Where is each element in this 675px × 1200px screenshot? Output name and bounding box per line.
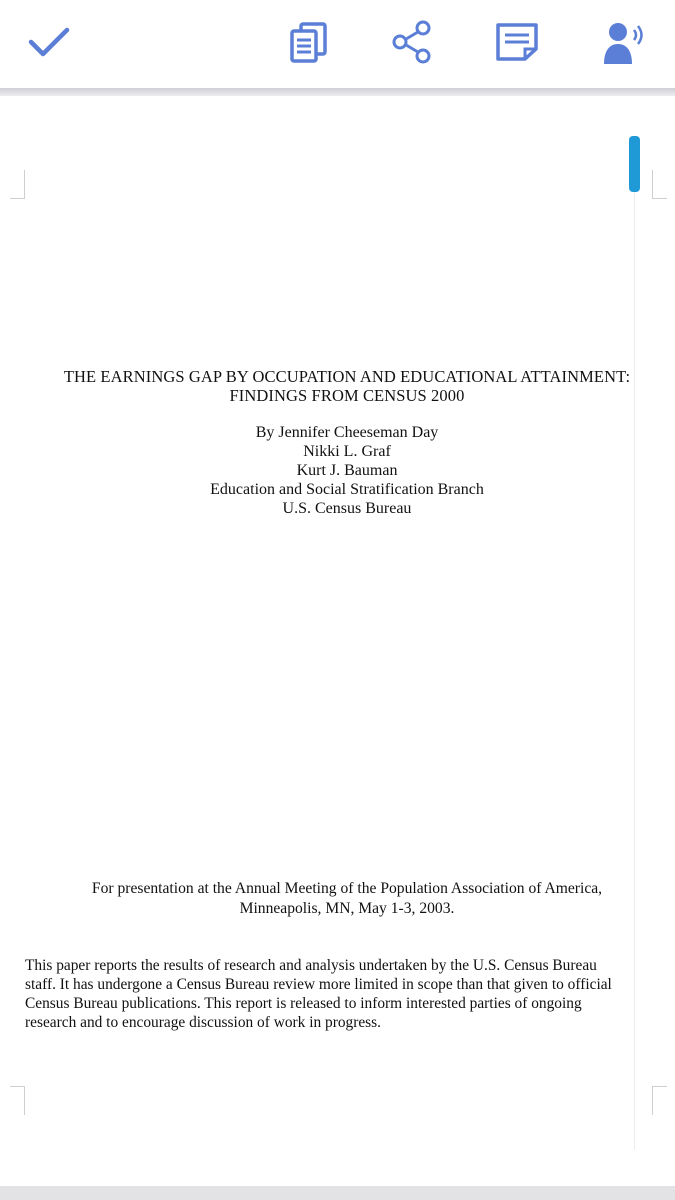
disclaimer-line: staff. It has undergone a Census Bureau review more limited in scope than that given to official bbox=[25, 976, 612, 993]
notes-icon bbox=[495, 22, 539, 67]
scrollbar-thumb[interactable] bbox=[629, 136, 640, 192]
page-corner-mark bbox=[10, 170, 25, 199]
copy-icon bbox=[288, 21, 328, 68]
share-icon bbox=[389, 19, 435, 70]
top-toolbar bbox=[0, 0, 675, 88]
notes-button[interactable] bbox=[489, 16, 545, 72]
disclaimer-line: research and to encourage discussion of work in progress. bbox=[25, 1014, 382, 1031]
page-corner-mark bbox=[652, 1086, 667, 1115]
read-aloud-button[interactable] bbox=[597, 16, 653, 72]
checkmark-icon bbox=[26, 24, 72, 65]
share-button[interactable] bbox=[384, 16, 440, 72]
author-line: Nikki L. Graf bbox=[303, 443, 391, 460]
affiliation-line: U.S. Census Bureau bbox=[282, 500, 412, 517]
copy-button[interactable] bbox=[280, 16, 336, 72]
disclaimer-line: Census Bureau publications. This report is released to inform interested parties of ongoing bbox=[25, 995, 582, 1012]
read-aloud-icon bbox=[600, 18, 650, 71]
document-title-line-2: FINDINGS FROM CENSUS 2000 bbox=[229, 386, 465, 405]
document-title-line-1: THE EARNINGS GAP BY OCCUPATION AND EDUCATIONAL ATTAINMENT: bbox=[63, 367, 631, 386]
scrollbar-track[interactable] bbox=[634, 150, 635, 1150]
page-corner-mark bbox=[10, 1086, 25, 1115]
bottom-bar bbox=[0, 1186, 675, 1200]
toolbar-divider bbox=[0, 88, 675, 96]
presentation-note-line-2: Minneapolis, MN, May 1-3, 2003. bbox=[239, 900, 455, 917]
done-button[interactable] bbox=[21, 16, 77, 72]
author-line: Kurt J. Bauman bbox=[296, 462, 398, 479]
author-line: By Jennifer Cheeseman Day bbox=[255, 424, 439, 441]
page-corner-mark bbox=[652, 170, 667, 199]
disclaimer-line: This paper reports the results of research and analysis undertaken by the U.S. Census Bureau bbox=[25, 957, 597, 974]
presentation-note-line-1: For presentation at the Annual Meeting of the Population Association of America, bbox=[91, 880, 603, 897]
affiliation-line: Education and Social Stratification Branch bbox=[210, 481, 484, 498]
